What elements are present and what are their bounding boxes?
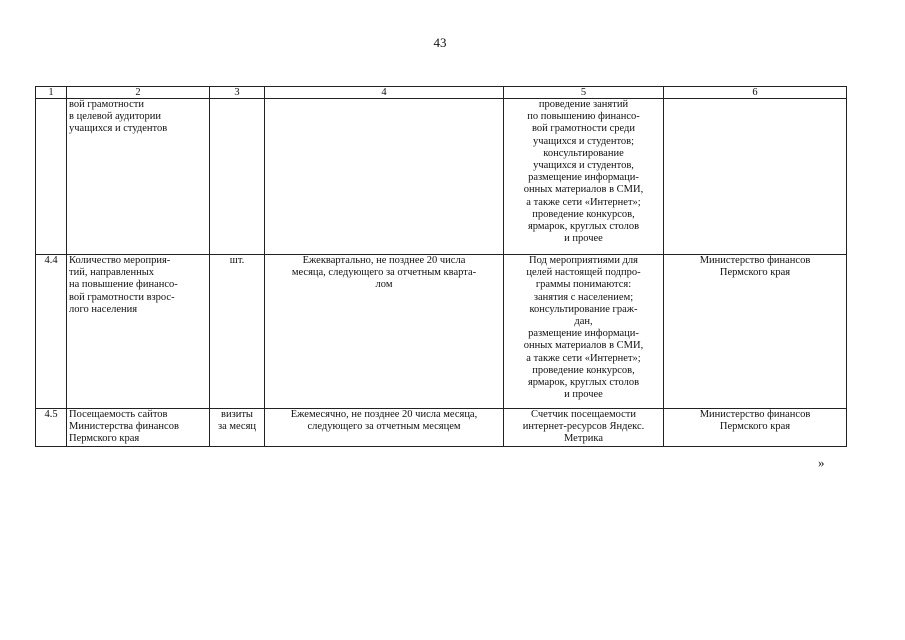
column-header: 4 xyxy=(265,87,504,99)
table-row xyxy=(36,99,847,255)
row-number: 4.4 xyxy=(36,255,67,409)
unit-of-measure: шт. xyxy=(210,255,265,409)
table-row xyxy=(36,255,847,409)
responsible-body: Министерство финансов Пермского края xyxy=(664,409,847,447)
reporting-frequency: Ежеквартально, не позднее 20 числа месяца, следующего за отчетным кварта- лом xyxy=(265,255,504,409)
column-header: 2 xyxy=(67,87,210,99)
indicator-name: вой грамотности в целевой аудитории учащихся и студентов xyxy=(67,99,210,255)
table-row xyxy=(36,409,847,447)
responsible-body: Министерство финансов Пермского края xyxy=(664,255,847,409)
responsible-body xyxy=(664,99,847,255)
column-header: 6 xyxy=(664,87,847,99)
closing-quote-mark: » xyxy=(818,455,825,470)
calculation-method: Под мероприятиями для целей настоящей подпро- граммы понимаются: занятия с населением; консультирование граж- дан, размещение информаци- онных материалов в СМИ, а также сети «Интернет»; проведение конкурсов, ярмарок, круглых столов и прочее xyxy=(504,255,664,409)
calculation-method: Счетчик посещаемости интернет-ресурсов Яндекс. Метрика xyxy=(504,409,664,447)
reporting-frequency: Ежемесячно, не позднее 20 числа месяца, следующего за отчетным месяцем xyxy=(265,409,504,447)
column-header: 1 xyxy=(36,87,67,99)
table-header-row xyxy=(36,87,847,99)
indicator-name: Количество мероприя- тий, направленных на повышение финансо- вой грамотности взрос- лого населения xyxy=(67,255,210,409)
column-header: 5 xyxy=(504,87,664,99)
page-number: 43 xyxy=(433,35,447,50)
reporting-frequency xyxy=(265,99,504,255)
indicator-name: Посещаемость сайтов Министерства финансов Пермского края xyxy=(67,409,210,447)
row-number: 4.5 xyxy=(36,409,67,447)
calculation-method: проведение занятий по повышению финансо- вой грамотности среди учащихся и студентов; консультирование учащихся и студентов, размещение информаци- онных материалов в СМИ, а также сети «Интернет»; проведение конкурсов, ярмарок, круглых столов и прочее xyxy=(504,99,664,255)
unit-of-measure: визиты за месяц xyxy=(210,409,265,447)
indicators-table xyxy=(35,86,847,447)
column-header: 3 xyxy=(210,87,265,99)
row-number xyxy=(36,99,67,255)
unit-of-measure xyxy=(210,99,265,255)
